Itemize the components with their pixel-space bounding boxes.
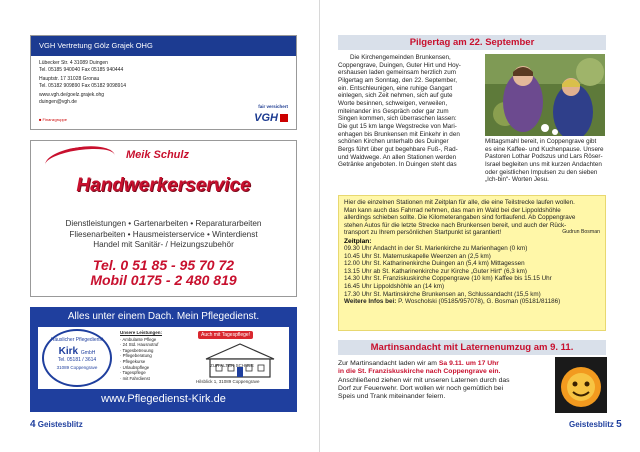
service-item: · Urlaubspflege (120, 364, 150, 370)
kirk-logo-plz: 31089 Coppengrave (56, 365, 98, 370)
service-item: · Pflegeberatung (120, 353, 152, 359)
schedule-box (338, 195, 606, 331)
service-line: Fliesenarbeiten • Hausmeisterservice • Winterdienst (69, 229, 258, 239)
schedule-intro (344, 199, 600, 237)
pilgrims-photo (485, 54, 605, 136)
pflege-services (120, 330, 162, 381)
text-line: Die Kirchengemeinden Brunkensen, (350, 54, 451, 61)
service-item: · Ambulante Pflege (120, 336, 157, 342)
vgh-address-line: www.vgh.de/goelz.grajek.ohg (39, 92, 105, 99)
vgh-address-line: Tel. 05185 940040 Fax 05185 940444 (39, 66, 124, 73)
text-line: und Waldwege. An allen Stationen werden (338, 153, 457, 161)
pilgertag-col2 (485, 138, 606, 184)
swoosh-icon (44, 142, 117, 177)
handwerker-title: Handwerkerservice (76, 175, 251, 196)
text-line: Pastoren Lothar Podszus und Lars Röser- (485, 153, 603, 161)
text-line: Anschließend ziehen wir mit unseren Laternen durch das (338, 376, 510, 384)
fair-versichert-label: fair versichert (258, 104, 288, 109)
martins-heading: Martinsandacht mit Laternenumzug am 9. 11. (338, 340, 606, 355)
text-line: oder geistlichen Impulsen zu den sieben (485, 168, 598, 176)
schedule-row: 14.30 Uhr St. Franziskuskirche Coppengrave (10 km) Kaffee bis 15.15 Uhr (344, 275, 552, 283)
schedule-row: 12.00 Uhr St. Katharinenkirche Duingen an (5,4 km) Mittagessen (344, 260, 525, 268)
vgh-logo-mark-icon (280, 114, 288, 122)
vgh-address-line: Lübecker Str. 4 31089 Duingen (39, 60, 108, 66)
pflegedienst-ad (30, 307, 297, 412)
handwerker-owner: Meik Schulz (126, 149, 189, 161)
house-icon (200, 341, 280, 379)
martins-text (338, 360, 552, 401)
vgh-logo: VGH (254, 112, 288, 124)
service-line: Dienstleistungen • Gartenarbeiten • Reparaturarbeiten (65, 219, 262, 228)
pilgertag-heading: Pilgertag am 22. September (338, 35, 606, 50)
text-line: Pilgertag am Sonntag, den 22. September, (338, 76, 458, 84)
handwerker-mobil: Mobil 0175 - 2 480 819 (90, 272, 237, 288)
house-name: ZUR ALTEN SCHULE (210, 363, 254, 368)
text-line: Dorf zur Feuerwehr. Dort wollen wir noch gemütlich bei (338, 384, 504, 392)
service-item: · 24 Std. Hausnotruf (120, 342, 159, 348)
schedule-row: 10.45 Uhr St. Maternuskapelle Weenzen an (2,5 km) (344, 252, 491, 260)
text-line: Israel begleiten uns mit kurzen Andachten (485, 160, 602, 168)
page-number-right: Geistesblitz 5 (569, 419, 622, 430)
kirk-logo-tel: Tel. 05181 / 3614 (57, 357, 97, 363)
text-line: Bergs führt über gut begehbare Fuß-, Rad- (338, 145, 458, 153)
text-line: enhagen bis Brunkensen mit Einkehr in den (338, 130, 460, 138)
vgh-ad-title: VGH Vertretung Gölz Grajek OHG (31, 36, 296, 56)
text-line: einlegen, sich Zeit nehmen, sich auf gute (338, 92, 453, 100)
schedule-row: 09.30 Uhr Andacht in der St. Marienkirche zu Marienhagen (0 km) (344, 244, 528, 252)
text-line: Speis und Trank miteinander feiern. (338, 393, 446, 401)
page-number-left: 4 Geistesblitz (30, 419, 83, 430)
service-item: · Pflegekurse (120, 358, 146, 364)
pflege-headline: Alles unter einem Dach. Mein Pflegedienst. (67, 311, 260, 322)
text-line: Getränke angeboten. In Duingen steht das (338, 161, 457, 169)
schedule-row: 16.45 Uhr Lippoldshöhle an (14 km) (344, 282, 445, 290)
text-line: stehen Autos für die letzte Strecke nach Brunkensen bereit, und auch der Rück- (344, 221, 567, 229)
info-row: Weitere Infos bei: P. Woscholski (05185/957078), G. Bosman (05181/81186) (344, 298, 561, 306)
text-line: Worte besinnen, schweigen, verweilen, (338, 99, 448, 107)
vgh-address-line: duingen@vgh.de (39, 98, 77, 105)
text-line: Coppengrave, Duingen, Guter Hirt und Hoy- (338, 61, 461, 69)
pflege-ad-panel (38, 327, 289, 389)
house-address: Hilsblick 1, 31089 Coppengrave (196, 379, 260, 384)
handwerker-tel: Tel. 0 51 85 - 95 70 72 (92, 257, 235, 273)
handwerker-services (31, 219, 296, 251)
text-line: allerdings schieben sollte. Die Kilometerangaben sind fortlaufend. Ab Coppengrave (344, 214, 576, 222)
vgh-address-line: Hauptstr. 17 31028 Gronau (39, 76, 100, 83)
kirk-logo (42, 329, 112, 387)
schedule-heading: Zeitplan: (344, 237, 372, 245)
service-item: · Tagespflege (120, 370, 146, 376)
vgh-address (39, 60, 126, 106)
service-line: Handel mit Sanitär- / Heizungszubehör (93, 240, 234, 249)
text-line: miteinander ins Gespräch oder gar zum (338, 107, 449, 115)
pilgertag-col1 (338, 54, 482, 169)
finanzgruppe-label: ■ Finanzgruppe (39, 117, 67, 122)
schedule-row: 17.30 Uhr St. Martinskirche Brunkensen an, Schlussandacht (15,5 km) (344, 290, 541, 298)
text-line: ershausen laden gemeinsam herzlich zum (338, 69, 456, 77)
schedule-row: 13.15 Uhr ab St. Katharinenkirche zur Kirche „Guter Hirt“ (6,3 km) (344, 267, 528, 275)
text-line: transport zu Ihrem persönlichen Startpunkt ist garantiert! Gudrun Bosman (344, 229, 600, 237)
text-line: Mittagsmahl bereit, in Coppengrave gibt (485, 138, 597, 145)
lantern-sun-image (555, 357, 607, 413)
text-line: Singen kommen, sich überraschen lassen: (338, 115, 457, 123)
text-line: es eine Kaffee- und Kuchenpause. Unsere (485, 145, 604, 153)
box-author: Gudrun Bosman (562, 229, 600, 236)
handwerker-contact (31, 258, 296, 288)
kirk-logo-arc-text: Häuslicher Pflegedienst (50, 337, 104, 343)
text-line: Man kann auch das Fahrrad nehmen, das man im Wald bei der Lippoldshöhle (344, 206, 561, 214)
text-line: Zur Martinsandacht laden wir am Sa 9.11. um 17 Uhr (338, 360, 499, 367)
kirk-logo-name: Kirk GmbH (58, 346, 96, 357)
text-line: ein. Entschleunigen, eine ruhige Gangart (338, 84, 453, 92)
text-line: schönen Kirchen unterhalb des Duinger (338, 138, 449, 146)
pflege-url[interactable]: www.Pflegedienst-Kirk.de (101, 393, 226, 405)
text-line: in die St. Franziskuskirche nach Coppengrave ein. (338, 368, 501, 376)
service-item: · mit Fahrdienst (120, 375, 150, 381)
services-heading: Unsere Leistungen: (120, 330, 163, 335)
text-line: Hier die einzelnen Stationen mit Zeitplan für alle, die eine Teilstrecke laufen wollen. (344, 199, 575, 206)
service-item: · Tagesbetreuung (120, 347, 154, 353)
vgh-ad (30, 35, 297, 130)
vgh-address-line: Tel. 05182 909890 Fax 05182 9098914 (39, 82, 127, 89)
text-line: Die gut 15 km lange Wegstrecke von Mari- (338, 122, 457, 130)
handwerker-ad (30, 140, 297, 297)
text-line: „Ich-bin“- Worten Jesu. (485, 176, 549, 184)
tagespflege-badge: Auch mit Tagespflege! (198, 331, 253, 339)
